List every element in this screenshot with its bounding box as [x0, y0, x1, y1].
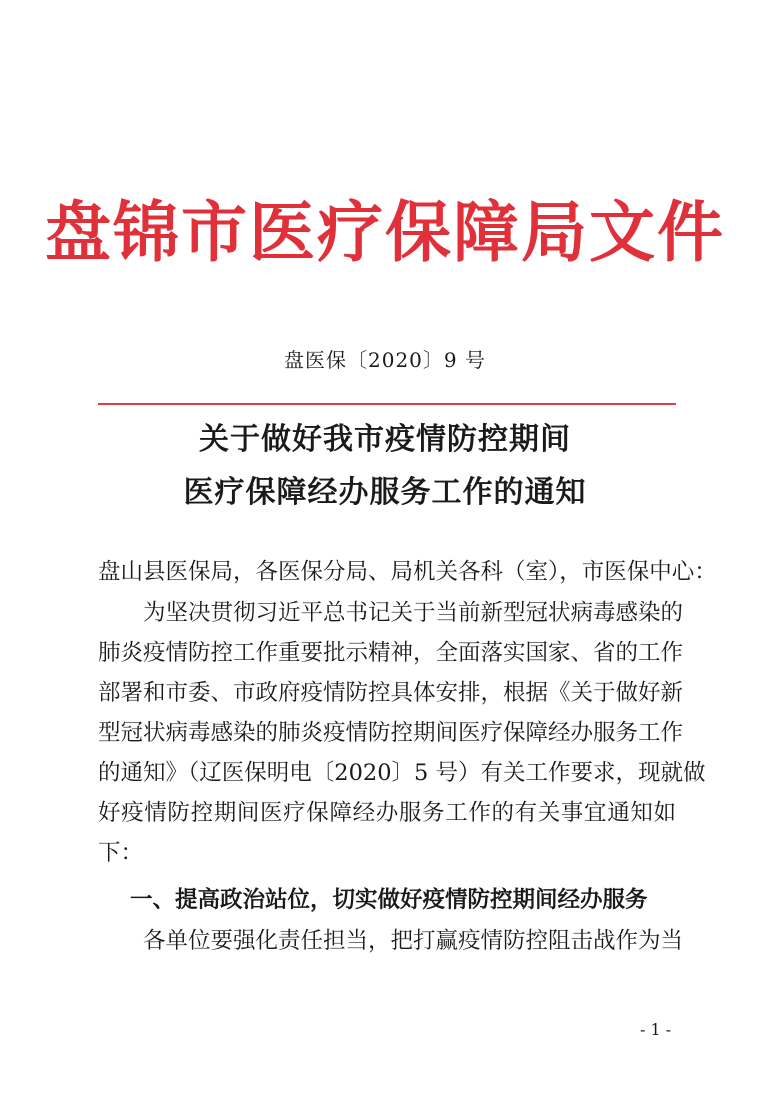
paragraph-1-line: 部署和市委、市政府疫情防控具体安排，根据《关于做好新: [98, 680, 684, 706]
section-1-heading: 一、提高政治站位，切实做好疫情防控期间经办服务: [130, 887, 648, 913]
document-number: 盘医保〔2020〕9 号: [284, 348, 486, 372]
paragraph-2-line: 各单位要强化责任担当，把打赢疫情防控阻击战作为当: [143, 928, 684, 954]
paragraph-1-line: 的通知》（辽医保明电〔2020〕5 号）有关工作要求，现就做: [98, 760, 706, 786]
paragraph-2: [98, 921, 684, 961]
notice-title-line-1: 关于做好我市疫情防控期间: [199, 422, 571, 457]
paragraph-1: [98, 593, 706, 873]
paragraph-1-line: 为坚决贯彻习近平总书记关于当前新型冠状病毒感染的: [143, 600, 684, 626]
page-number: - 1 -: [640, 1020, 672, 1039]
addressee-text: 盘山县医保局，各医保分局、局机关各科（室），市医保中心：: [98, 559, 717, 585]
red-divider-line: [98, 403, 676, 405]
paragraph-1-line: 型冠状病毒感染的肺炎疫情防控期间医疗保障经办服务工作: [98, 720, 684, 746]
org-header-title: 盘锦市医疗保障局文件: [45, 193, 725, 271]
paragraph-1-line: 好疫情防控期间医疗保障经办服务工作的有关事宜通知如: [98, 800, 676, 826]
notice-title-line-2: 医疗保障经办服务工作的通知: [183, 475, 587, 510]
addressee: [98, 552, 717, 592]
section-1: [98, 880, 676, 920]
paragraph-1-line: 下：: [98, 840, 144, 866]
paragraph-1-line: 肺炎疫情防控工作重要批示精神，全面落实国家、省的工作: [98, 640, 684, 666]
